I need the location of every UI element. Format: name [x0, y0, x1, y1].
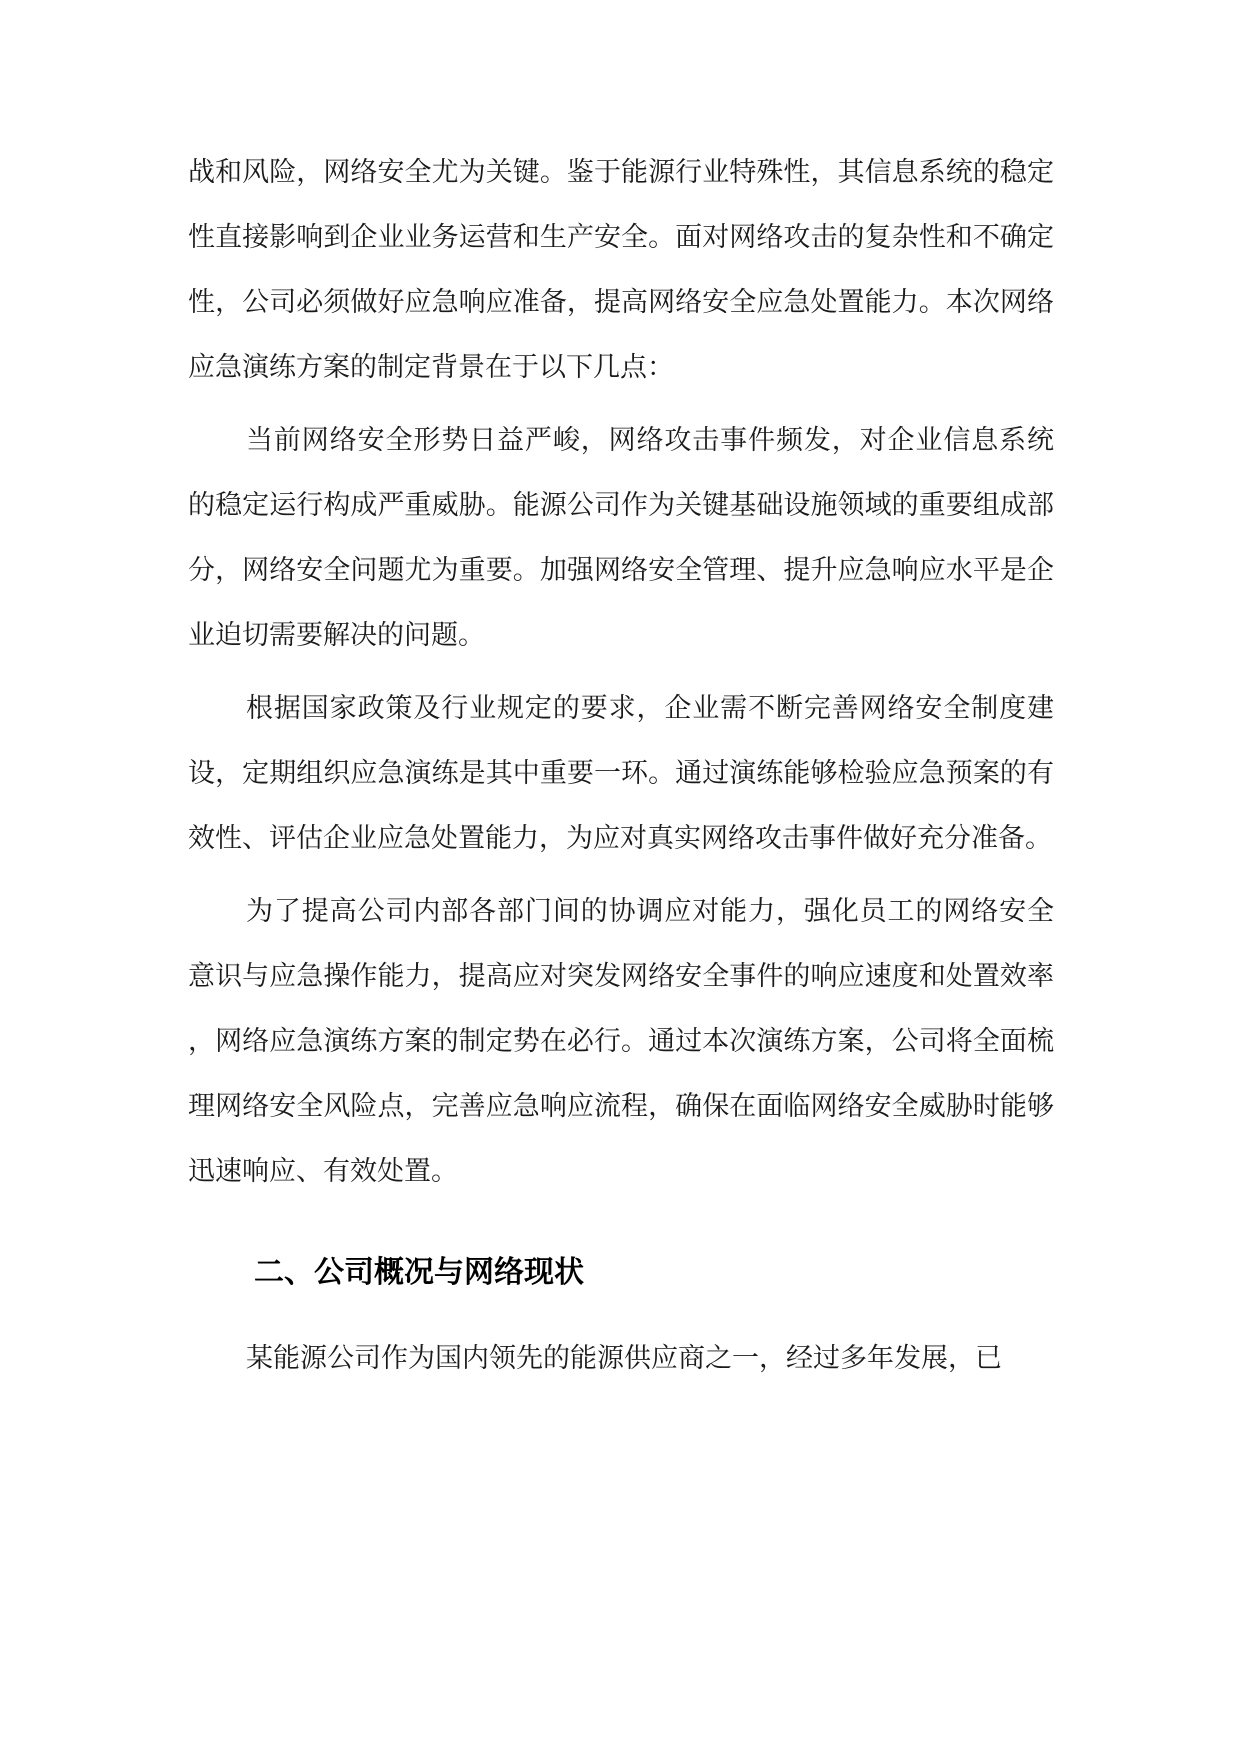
paragraph-coordination-capability: 为了提高公司内部各部门间的协调应对能力，强化员工的网络安全意识与应急操作能力，提高应对突发网络安全事件的响应速度和处置效率，网络应急演练方案的制定势在必行。通过本次演练方案，公司将全面梳理网络安全风险点，完善应急响应流程，确保在面临网络安全威胁时能够迅速响应、有效处置。 [188, 896, 1054, 1187]
paragraph-company-overview: 某能源公司作为国内领先的能源供应商之一，经过多年发展，已 [246, 1343, 1002, 1374]
paragraph-security-situation: 当前网络安全形势日益严峻，网络攻击事件频发，对企业信息系统的稳定运行构成严重威胁。能源公司作为关键基础设施领域的重要组成部分，网络安全问题尤为重要。加强网络安全管理、提升应急响应水平是企业迫切需要解决的问题。 [188, 425, 1054, 651]
document-body [188, 140, 1054, 1391]
paragraph-policy-requirements: 根据国家政策及行业规定的要求，企业需不断完善网络安全制度建设，定期组织应急演练是其中重要一环。通过演练能够检验应急预案的有效性、评估企业应急处置能力，为应对真实网络攻击事件做好充分准备。 [188, 693, 1054, 854]
paragraph-background-continued: 战和风险，网络安全尤为关键。鉴于能源行业特殊性，其信息系统的稳定性直接影响到企业业务运营和生产安全。面对网络攻击的复杂性和不确定性，公司必须做好应急响应准备，提高网络安全应急处置能力。本次网络应急演练方案的制定背景在于以下几点： [188, 157, 1054, 383]
section-heading: 二、公司概况与网络现状 [254, 1255, 584, 1290]
